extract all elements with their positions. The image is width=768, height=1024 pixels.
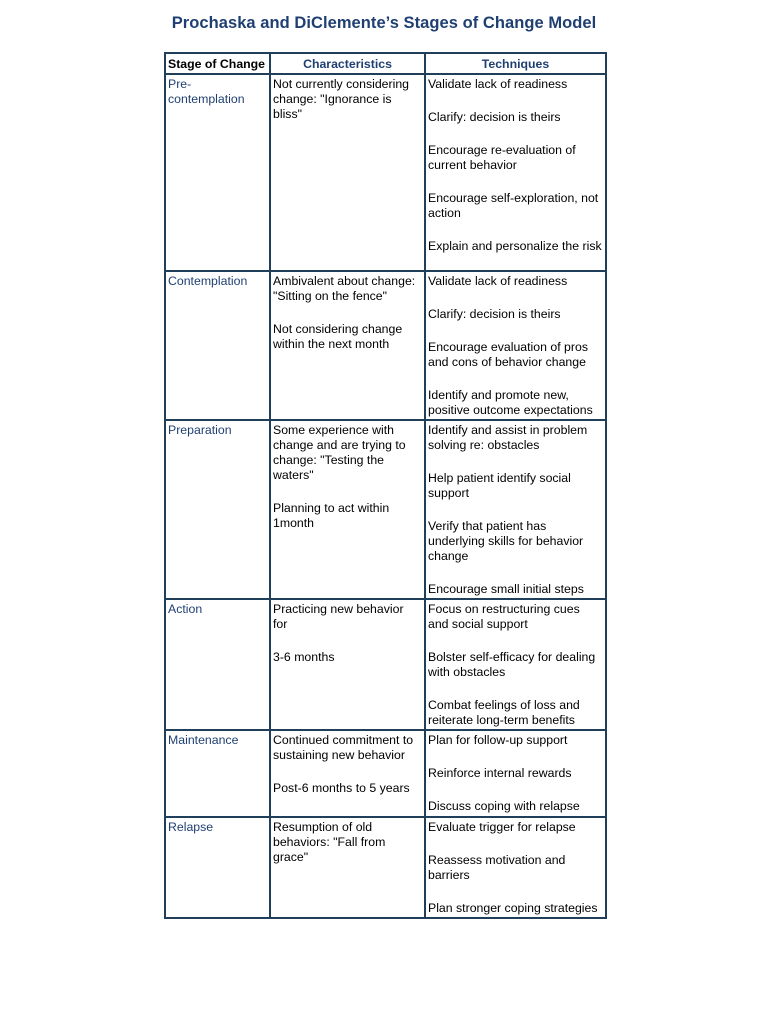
techniques-cell	[425, 74, 606, 271]
stage-label: Preparation	[168, 423, 232, 437]
technique-text: Help patient identify social support	[428, 471, 571, 500]
characteristic-text: Continued commitment to sustaining new behavior	[273, 733, 414, 762]
techniques-cell	[425, 271, 606, 420]
technique-text: Focus on restructuring cues and social support	[428, 602, 580, 631]
technique-text: Clarify: decision is theirs	[428, 307, 561, 321]
characteristic-text: Practicing new behavior for	[273, 602, 404, 631]
technique-text: Encourage re-evaluation of current behavior	[428, 143, 576, 172]
technique-text: Evaluate trigger for relapse	[428, 820, 576, 834]
characteristic-text: Not considering change within the next month	[273, 322, 403, 351]
table-body	[165, 74, 606, 918]
techniques-cell	[425, 730, 606, 817]
technique-text: Explain and personalize the risk	[428, 239, 602, 253]
technique-text: Clarify: decision is theirs	[428, 110, 561, 124]
technique-text: Reassess motivation and barriers	[428, 853, 566, 882]
characteristic-text: Planning to act within 1month	[273, 501, 390, 530]
stage-name	[165, 599, 270, 730]
table-row	[165, 730, 606, 817]
technique-text: Reinforce internal rewards	[428, 766, 572, 780]
stage-name	[165, 74, 270, 271]
stage-name	[165, 817, 270, 918]
characteristic-text: 3-6 months	[273, 650, 335, 664]
stage-name	[165, 271, 270, 420]
techniques-cell	[425, 817, 606, 918]
techniques-cell	[425, 420, 606, 599]
technique-text: Validate lack of readiness	[428, 274, 568, 288]
characteristic-text: Not currently considering change: "Ignorance is bliss"	[273, 77, 410, 121]
technique-text: Encourage evaluation of pros and cons of behavior change	[428, 340, 588, 369]
characteristics-cell	[270, 730, 425, 817]
characteristic-text: Ambivalent about change: "Sitting on the fence"	[273, 274, 416, 303]
stage-label: Action	[168, 602, 203, 616]
table-row	[165, 817, 606, 918]
table-row	[165, 420, 606, 599]
stage-label: Pre- contemplation	[168, 77, 245, 106]
technique-text: Encourage small initial steps	[428, 582, 584, 596]
technique-text: Encourage self-exploration, not action	[428, 191, 599, 220]
characteristics-cell	[270, 817, 425, 918]
stage-label: Contemplation	[168, 274, 248, 288]
stages-table	[164, 52, 607, 919]
table-header-row	[165, 53, 606, 74]
stage-label: Relapse	[168, 820, 214, 834]
characteristics-cell	[270, 74, 425, 271]
table-row	[165, 271, 606, 420]
technique-text: Identify and promote new, positive outcome expectations	[428, 388, 593, 417]
technique-text: Bolster self-efficacy for dealing with obstacles	[428, 650, 596, 679]
stage-name	[165, 420, 270, 599]
characteristics-cell	[270, 420, 425, 599]
stage-name	[165, 730, 270, 817]
table-row	[165, 599, 606, 730]
header-techniques: Techniques	[425, 53, 606, 74]
characteristic-text: Resumption of old behaviors: "Fall from grace"	[273, 820, 386, 864]
characteristics-cell	[270, 271, 425, 420]
techniques-cell	[425, 599, 606, 730]
characteristic-text: Some experience with change and are trying to change: "Testing the waters"	[273, 423, 406, 482]
technique-text: Validate lack of readiness	[428, 77, 568, 91]
table-row	[165, 74, 606, 271]
technique-text: Discuss coping with relapse	[428, 799, 580, 813]
characteristics-cell	[270, 599, 425, 730]
stage-label: Maintenance	[168, 733, 239, 747]
technique-text: Identify and assist in problem solving re: obstacles	[428, 423, 588, 452]
technique-text: Plan stronger coping strategies	[428, 901, 598, 915]
technique-text: Plan for follow-up support	[428, 733, 568, 747]
page-title: Prochaska and DiClemente’s Stages of Change Model	[171, 14, 597, 32]
header-characteristics: Characteristics	[270, 53, 425, 74]
technique-text: Combat feelings of loss and reiterate long-term benefits	[428, 698, 580, 727]
header-stage: Stage of Change	[165, 53, 270, 74]
characteristic-text: Post-6 months to 5 years	[273, 781, 410, 795]
technique-text: Verify that patient has underlying skills for behavior change	[428, 519, 584, 563]
